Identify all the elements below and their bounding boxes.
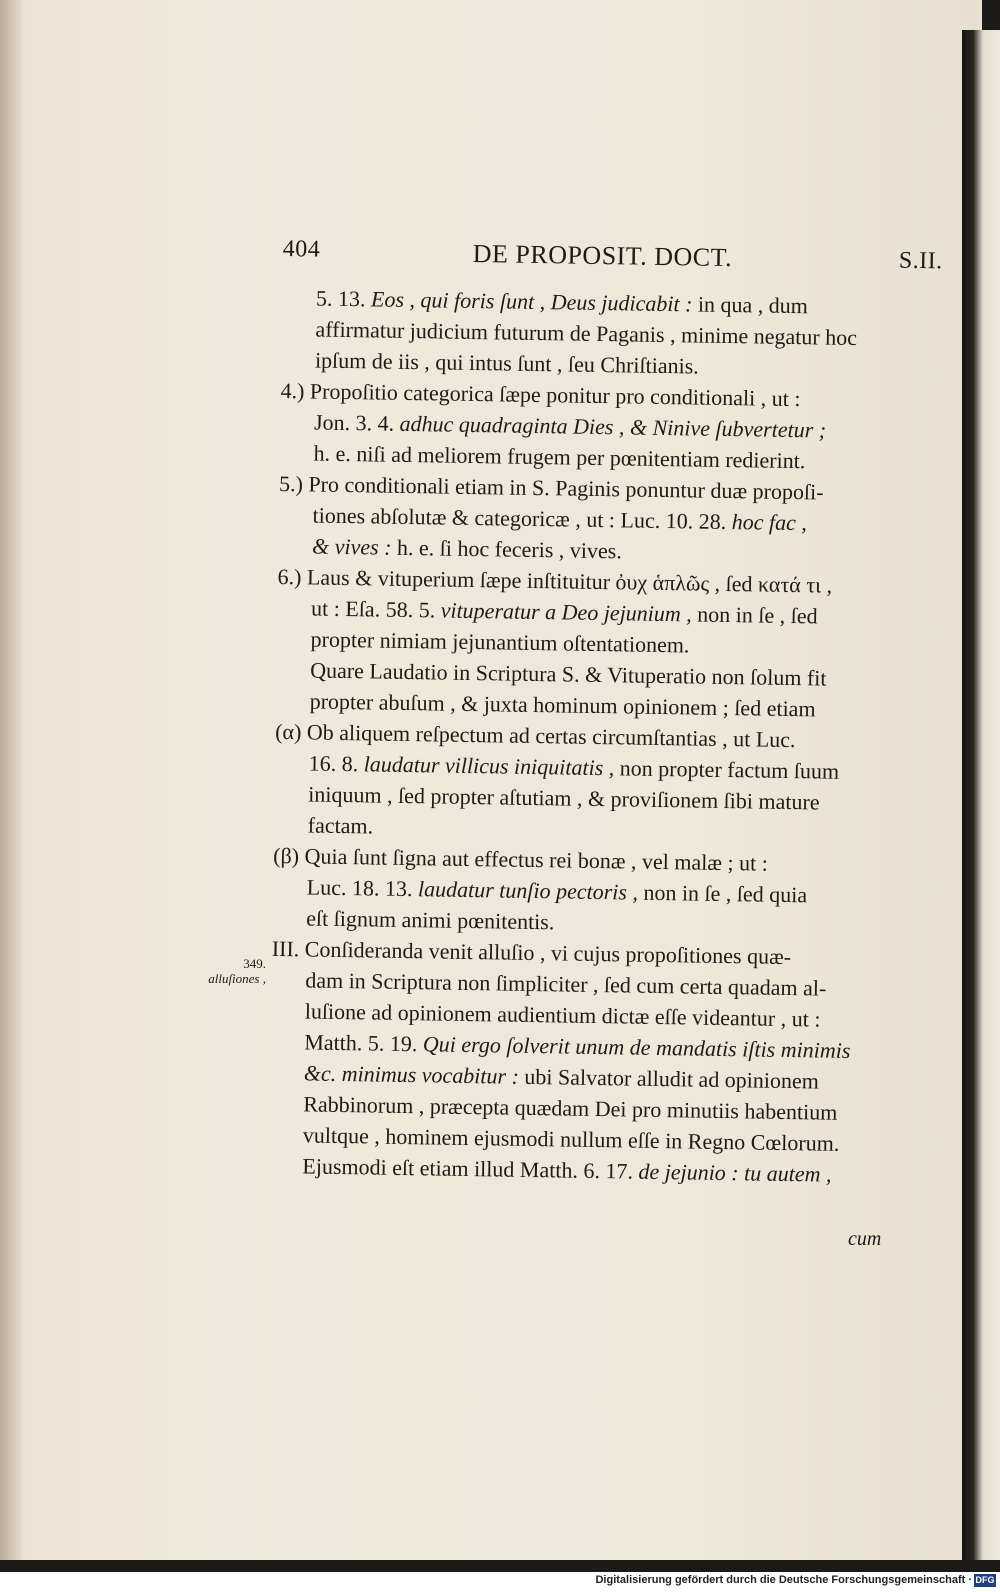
text-run: factam. — [307, 812, 374, 839]
italic-text: vituperatur a Deo jejunium , — [440, 597, 692, 627]
page-header — [283, 236, 943, 276]
italic-text: Eos , qui foris ſunt , Deus judicabit : — [370, 286, 693, 317]
italic-text: de jejunio : tu autem , — [638, 1158, 832, 1187]
text-run: Quare Laudatio in Scriptura S. & Vituperatio non ſolum fit — [309, 657, 827, 691]
marginal-note — [186, 956, 266, 986]
marginal-number: 349. — [243, 956, 266, 971]
text-run: ipſum de iis , qui intus ſunt , ſeu Chriſtianis. — [314, 347, 699, 379]
text-run: ubi Salvator alludit ad opinionem — [518, 1063, 820, 1094]
running-title: DE PROPOSIT. DOCT. — [472, 238, 733, 273]
text-run: propter abuſum , & juxta hominum opinionem ; ſed etiam — [309, 688, 816, 722]
body-text — [268, 282, 942, 1191]
text-run: non in ſe , ſed quia — [637, 879, 808, 908]
text-run: ut : Eſa. 58. 5. — [310, 595, 441, 623]
text-run: Rabbinorum , præcepta quædam Dei pro minutiis habentium — [303, 1091, 838, 1125]
text-run: vultque , hominem ejusmodi nullum eſſe in Regno Cœlorum. — [302, 1122, 840, 1156]
text-run: (β) Quia ſunt ſigna aut effectus rei bonæ , vel malæ ; ut : — [273, 842, 769, 876]
text-run: 5. 13. — [315, 285, 372, 312]
italic-text: Qui ergo ſolverit unum de mandatis iſtis minimis — [422, 1031, 851, 1064]
text-run: Jon. 3. 4. — [313, 409, 400, 436]
italic-text: &c. minimus vocabitur : — [303, 1060, 520, 1089]
spine-shadow — [0, 0, 22, 1560]
marginal-text: alluſiones , — [208, 971, 266, 986]
text-run: eſt ſignum animi pœnitentis. — [306, 905, 555, 935]
text-run: h. e. ſi hoc feceris , vives. — [391, 534, 623, 564]
footer-credit: Digitalisierung gefördert durch die Deutsche Forschungsgemeinschaft · — [595, 1574, 972, 1586]
text-run: h. e. niſi ad meliorem frugem per pœnitentiam redierint. — [313, 440, 806, 474]
text-run: III. Conſideranda venit alluſio , vi cujus propoſitiones quæ- — [271, 935, 792, 970]
italic-text: & vives : — [311, 533, 392, 560]
text-run: 16. 8. — [308, 750, 364, 777]
text-run: in qua , dum — [692, 291, 809, 319]
page-number: 404 — [282, 236, 321, 263]
catchword: cum — [848, 1228, 882, 1250]
text-run: Ejusmodi eſt etiam illud Matth. 6. 17. — [302, 1153, 639, 1184]
italic-text: laudatur tunſio pectoris , — [417, 876, 639, 905]
italic-text: hoc fac , — [731, 509, 808, 536]
text-run: iniquum , ſed propter aſtutiam , & proviſionem ſibi mature — [308, 781, 820, 815]
dfg-logo: DFG — [975, 1575, 995, 1585]
next-page-edge — [962, 30, 1000, 1560]
text-block — [268, 236, 943, 1191]
text-run: 6.) Laus & vituperium ſæpe inſtituitur ὀυχ ἁπλῶς , ſed κατά τι , — [277, 563, 833, 598]
text-run: dam in Scriptura non ſimpliciter , ſed cum certa quadam al- — [305, 967, 827, 1001]
italic-text: adhuc quadraginta Dies , & Ninive ſubvertetur ; — [399, 410, 827, 443]
text-run: affirmatur judicium futurum de Paganis , minime negatur hoc — [315, 316, 858, 351]
text-run: 4.) Propoſitio categorica ſæpe ponitur pro conditionali , ut : — [280, 377, 801, 412]
text-run: non propter factum ſuum — [614, 755, 840, 784]
text-run: Luc. 18. 13. — [306, 874, 419, 902]
text-run: Matth. 5. 19. — [304, 1029, 424, 1057]
text-run: propter nimiam jejunantium oſtentationem. — [310, 626, 690, 658]
italic-text: laudatur villicus iniquitatis , — [363, 751, 615, 781]
text-run: 5.) Pro conditionali etiam in S. Paginis ponuntur duæ propoſi- — [278, 470, 824, 505]
text-run: tiones abſolutæ & categoricæ , ut : Luc. 10. 28. — [312, 502, 732, 535]
section-label: S.II. — [898, 247, 943, 275]
text-run: luſione ad opinionem audientium dictæ eſſe videantur , ut : — [304, 998, 821, 1032]
text-run: (α) Ob aliquem reſpectum ad certas circumſtantias , ut Luc. — [275, 718, 796, 753]
text-run: non in ſe , ſed — [691, 601, 818, 629]
